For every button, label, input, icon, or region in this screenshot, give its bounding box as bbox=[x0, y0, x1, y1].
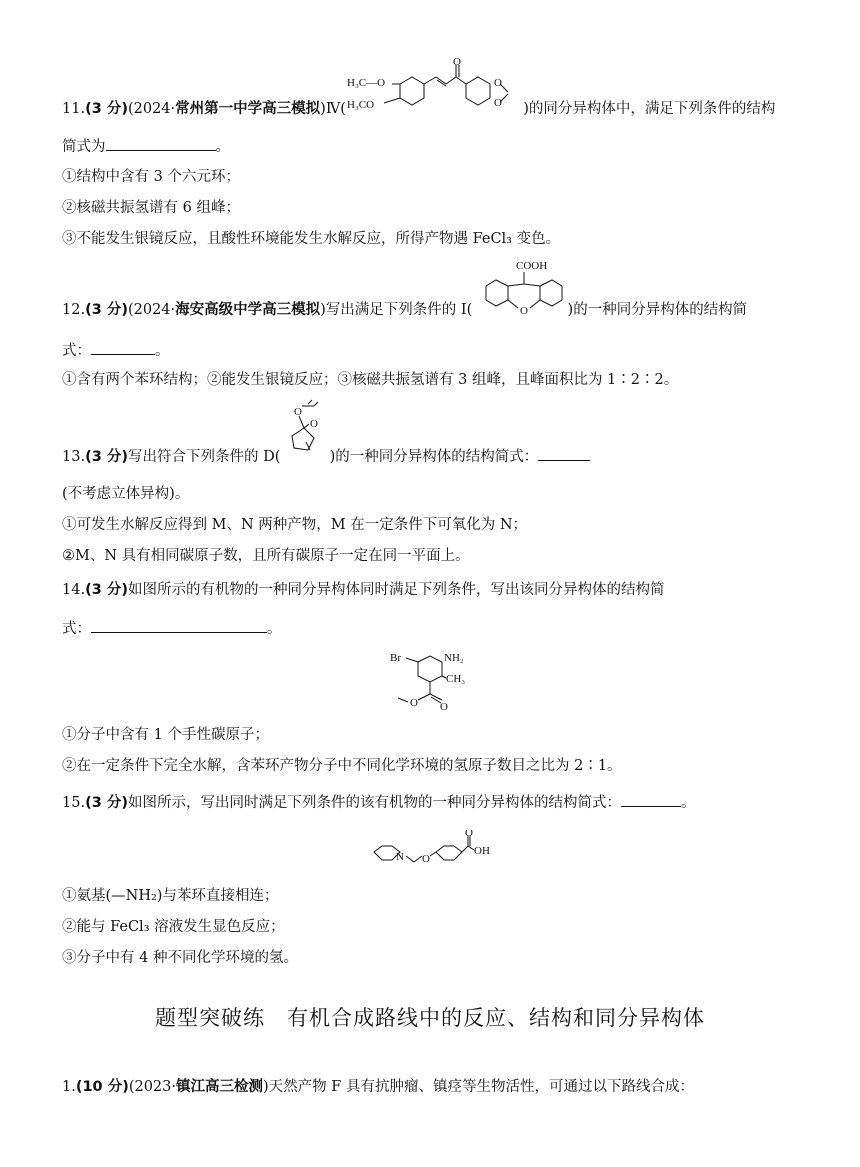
p1-source: 镇江高三检测 bbox=[176, 1079, 263, 1095]
q11-score: (3 分) bbox=[85, 101, 128, 117]
q11-label-h3c-o: H₃C—O bbox=[347, 77, 386, 89]
q12-label-o: O bbox=[520, 305, 528, 317]
q11-label-ketone-o: O bbox=[453, 56, 461, 68]
q13-condition-2: ②M、N 具有相同碳原子数，且所有碳原子一定在同一平面上。 bbox=[62, 548, 470, 564]
q11-source: 常州第一中学高三模拟 bbox=[175, 101, 321, 117]
q11-answer-blank[interactable] bbox=[106, 136, 216, 151]
q13-line1: 13.(3 分)写出符合下列条件的 D( )的一种同分异构体的结构简式： bbox=[62, 446, 590, 467]
q12-label-cooh: COOH bbox=[516, 260, 548, 272]
q14-label-nh2: NH₂ bbox=[444, 652, 464, 664]
q11-label-ring-o2: O bbox=[494, 97, 502, 109]
q13-label-o2: O bbox=[310, 418, 318, 430]
q13-molecule-figure bbox=[282, 398, 330, 466]
q11-condition-3: ③不能发生银镜反应，且酸性环境能发生水解反应，所得产物遇 FeCl₃ 变色。 bbox=[62, 231, 561, 247]
q11-condition-1: ①结构中含有 3 个六元环； bbox=[62, 169, 240, 185]
q15-number: 15. bbox=[62, 795, 86, 811]
q14-label-o-carbonyl: O bbox=[440, 701, 448, 713]
q12-condition-1: ①含有两个苯环结构；②能发生银镜反应；③核磁共振氢谱有 3 组峰，且峰面积比为 1∶2∶2。 bbox=[62, 372, 679, 388]
q12-score: (3 分) bbox=[85, 302, 128, 318]
q11-line1: 11.(3 分)(2024·常州第一中学高三模拟)Ⅳ( )的同分异构体中，满足下列条件的结构 bbox=[62, 101, 776, 117]
q11-condition-2: ②核磁共振氢谱有 6 组峰； bbox=[62, 200, 240, 216]
section-title: 题型突破练 有机合成路线中的反应、结构和同分异构体 bbox=[155, 1006, 705, 1030]
q11-molecule-figure bbox=[342, 56, 522, 128]
q12-molecule-figure bbox=[478, 256, 570, 322]
q14-line1: 14.(3 分)如图所示的有机物的一种同分异构体同时满足下列条件，写出该同分异构体的结构简 bbox=[62, 582, 665, 598]
q13-label-o1: O bbox=[294, 406, 302, 418]
q14-answer-blank[interactable] bbox=[91, 618, 267, 633]
q13-score: (3 分) bbox=[85, 449, 128, 465]
q13-line2: (不考虑立体异构)。 bbox=[62, 486, 190, 502]
q14-label-o-ester: O bbox=[410, 697, 418, 709]
q13-condition-1: ①可发生水解反应得到 M、N 两种产物，M 在一定条件下可氧化为 N； bbox=[62, 517, 528, 533]
q14-line2: 式： 。 bbox=[62, 618, 282, 639]
q12-line1: 12.(3 分)(2024·海安高级中学高三模拟)写出满足下列条件的 I( )的一种同分异构体的结构简 bbox=[62, 302, 748, 318]
q14-number: 14. bbox=[62, 582, 86, 598]
q15-condition-2: ②能与 FeCl₃ 溶液发生显色反应； bbox=[62, 919, 285, 935]
p1-number: 1. bbox=[62, 1079, 76, 1095]
p1-score: (10 分) bbox=[75, 1079, 129, 1095]
q13-number: 13. bbox=[62, 449, 86, 465]
q14-molecule-figure bbox=[388, 648, 478, 718]
q15-label-carbonyl-o: O bbox=[465, 830, 473, 839]
q15-answer-blank[interactable] bbox=[621, 792, 681, 807]
q11-line2: 简式为 。 bbox=[62, 136, 230, 157]
q15-score: (3 分) bbox=[85, 795, 128, 811]
q12-answer-blank[interactable] bbox=[91, 340, 155, 355]
q15-line1: 15.(3 分)如图所示，写出同时满足下列条件的该有机物的一种同分异构体的结构简式： 。 bbox=[62, 792, 695, 813]
q14-condition-2: ②在一定条件下完全水解，含苯环产物分子中不同化学环境的氢原子数目之比为 2∶1。 bbox=[62, 758, 622, 774]
q15-condition-3: ③分子中有 4 种不同化学环境的氢。 bbox=[62, 950, 298, 966]
p1-line1: 1.(10 分)(2023·镇江高三检测)天然产物 F 具有抗肿瘤、镇痉等生物活性，可通过以下路线合成： bbox=[62, 1079, 694, 1095]
q11-label-ring-o1: O bbox=[494, 77, 502, 89]
q15-label-oh: OH bbox=[474, 845, 490, 857]
q15-molecule-figure bbox=[368, 830, 496, 884]
q14-label-ch3: CH₃ bbox=[446, 673, 466, 685]
q15-label-ether-o: O bbox=[422, 853, 430, 865]
q12-line2: 式： 。 bbox=[62, 340, 170, 361]
q12-source: 海安高级中学高三模拟 bbox=[175, 302, 321, 318]
q14-label-br: Br bbox=[390, 652, 401, 664]
q13-answer-blank[interactable] bbox=[538, 446, 590, 461]
q15-condition-1: ①氨基(—NH₂)与苯环直接相连； bbox=[62, 888, 279, 904]
q14-condition-1: ①分子中含有 1 个手性碳原子； bbox=[62, 727, 269, 743]
q15-label-n: N bbox=[396, 851, 404, 863]
q11-label-h3co: H₃CO bbox=[347, 99, 375, 111]
q11-number: 11. bbox=[62, 101, 86, 117]
q12-number: 12. bbox=[62, 302, 86, 318]
q14-score: (3 分) bbox=[85, 582, 128, 598]
